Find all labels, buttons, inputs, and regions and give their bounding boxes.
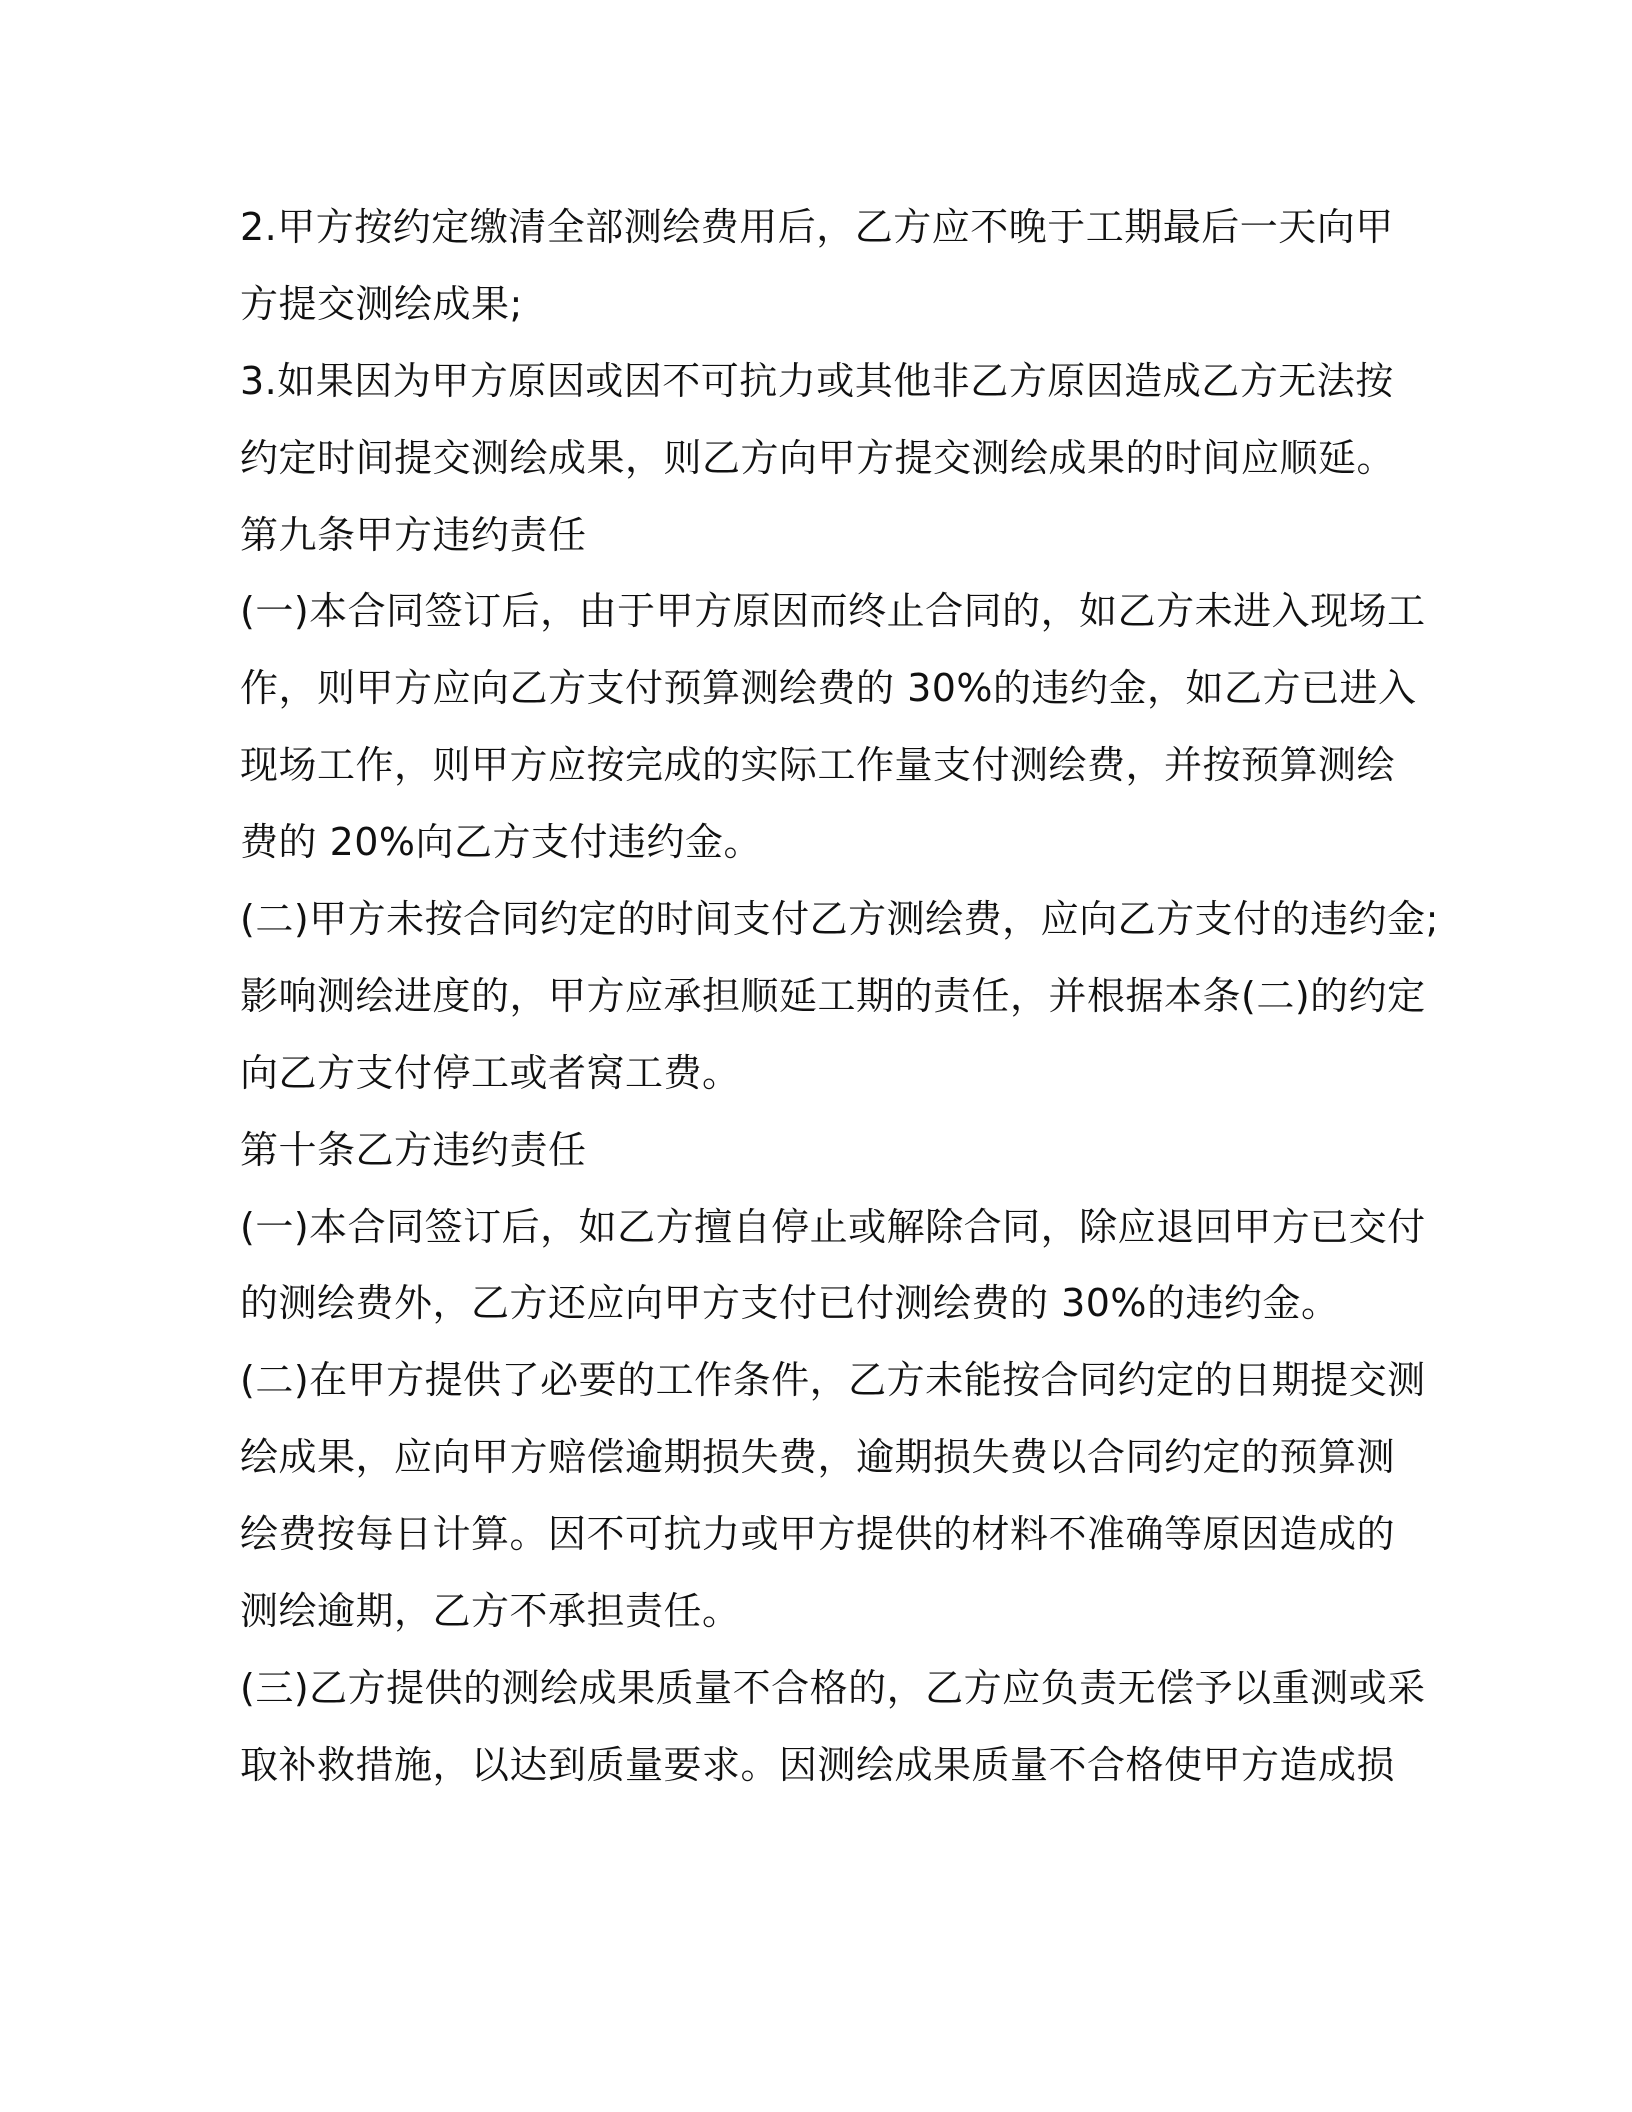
text-line: 3.如果因为甲方原因或因不可抗力或其他非乙方原因造成乙方无法按 [240,358,1394,403]
text-line: 的测绘费外，乙方还应向甲方支付已付测绘费的 30%的违约金。 [240,1281,1340,1326]
text-line: 方提交测绘成果; [240,281,523,326]
text-line: 绘成果，应向甲方赔偿逾期损失费，逾期损失费以合同约定的预算测 [240,1435,1396,1480]
document-body [240,189,1439,1804]
text-line: 费的 20%向乙方支付违约金。 [240,820,763,865]
text-line: 作，则甲方应向乙方支付预算测绘费的 30%的违约金，如乙方已进入 [240,666,1417,711]
section-heading: 第九条甲方违约责任 [240,512,587,557]
text-line: 影响测绘进度的，甲方应承担顺延工期的责任，并根据本条(二)的约定 [240,973,1426,1018]
text-line: (一)本合同签订后，如乙方擅自停止或解除合同，除应退回甲方已交付 [240,1204,1426,1249]
text-line: (一)本合同签订后，由于甲方原因而终止合同的，如乙方未进入现场工 [240,589,1426,634]
text-line: 绘费按每日计算。因不可抗力或甲方提供的材料不准确等原因造成的 [240,1512,1396,1557]
text-line: 取补救措施，以达到质量要求。因测绘成果质量不合格使甲方造成损 [240,1742,1396,1787]
text-line: 约定时间提交测绘成果，则乙方向甲方提交测绘成果的时间应顺延。 [240,435,1396,480]
text-line: (二)甲方未按合同约定的时间支付乙方测绘费，应向乙方支付的违约金; [240,897,1439,942]
text-line: (二)在甲方提供了必要的工作条件，乙方未能按合同约定的日期提交测 [240,1358,1426,1403]
text-line: 现场工作，则甲方应按完成的实际工作量支付测绘费，并按预算测绘 [240,743,1396,788]
text-line: (三)乙方提供的测绘成果质量不合格的，乙方应负责无偿予以重测或采 [240,1665,1426,1710]
text-line: 向乙方支付停工或者窝工费。 [240,1050,741,1095]
text-line: 2.甲方按约定缴清全部测绘费用后，乙方应不晚于工期最后一天向甲 [240,205,1394,249]
text-line: 测绘逾期，乙方不承担责任。 [240,1589,741,1634]
section-heading: 第十条乙方违约责任 [240,1127,587,1172]
